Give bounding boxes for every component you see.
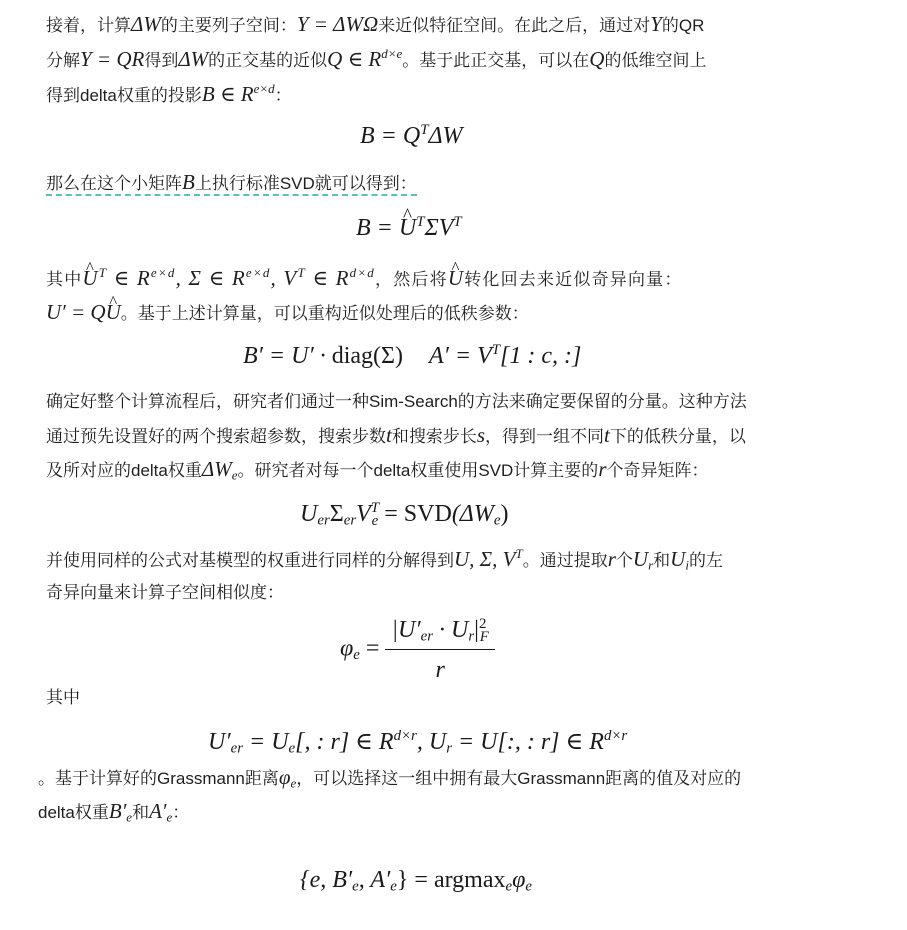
text: 。基于此正交基，可以在: [402, 51, 590, 70]
paragraph-line-5: [46, 264, 683, 294]
math-part: ∈ R: [305, 266, 350, 290]
math-part: =: [378, 501, 404, 527]
math-part: (ΔW: [451, 501, 494, 527]
math-part: U′: [208, 729, 231, 755]
paragraph-line-8: [46, 421, 746, 451]
text: 确定好整个计算流程后，研究者们通过一种Sim-Search的方法来确定要保留的分量。这种方法: [46, 392, 747, 411]
math-part: Σ: [329, 501, 344, 527]
math-subscript: e: [505, 878, 513, 895]
math-inline: ΔW: [178, 47, 209, 71]
text: 个奇异矩阵：: [606, 461, 709, 480]
math-part: =: [359, 635, 386, 662]
text: 。基于上述计算量，可以重构近似处理后的低秩参数：: [120, 304, 529, 323]
math-subscript: e: [231, 467, 238, 483]
math-inline: [454, 547, 523, 571]
math-superscript: 2: [478, 615, 487, 632]
math-inline: Y = ΔWΩ: [296, 12, 379, 36]
text: 和: [132, 803, 150, 822]
equation-3: [243, 340, 581, 372]
math-superscript: T: [370, 499, 380, 516]
math-superscript: T: [515, 545, 523, 561]
math-subscript: e: [493, 512, 501, 529]
math-inline: t: [604, 423, 610, 447]
math-hat: ^ U: [106, 298, 121, 326]
math-function: diag: [331, 343, 374, 369]
text: ：: [172, 803, 190, 822]
math-inline: [327, 47, 402, 71]
text: delta权重: [38, 803, 109, 822]
text: 的低维空间上: [604, 51, 707, 70]
math-superscript: e×d: [245, 264, 271, 280]
text: ：: [274, 86, 292, 105]
math-part: ΣV: [424, 215, 454, 241]
math-subscript: r: [648, 557, 654, 573]
math-superscript: T: [453, 213, 462, 230]
paragraph-line-14: [38, 797, 189, 827]
math-subscript: r: [446, 740, 452, 757]
math-part: B = Q: [360, 123, 421, 149]
math-subscript: e: [371, 512, 379, 529]
text: 其中: [46, 688, 80, 707]
math-subscript: e: [352, 878, 359, 895]
math-part: U: [670, 547, 686, 571]
math-part: B′: [108, 799, 127, 823]
math-inline: t: [386, 423, 392, 447]
math-part: [1 : c, :]: [500, 343, 582, 369]
math-part: U′ = Q: [46, 300, 106, 324]
math-superscript: e×d: [253, 80, 275, 96]
math-hat: ^ U: [399, 212, 416, 244]
math-part: V: [356, 501, 371, 527]
math-part: U: [632, 547, 649, 571]
text: 其中: [46, 270, 83, 289]
text: 来近似特征空间。在此之后，通过对: [378, 16, 651, 35]
math-inline: ΔW: [131, 12, 161, 36]
math-part: |U′: [391, 617, 421, 643]
paragraph-line-4: [46, 168, 417, 198]
math-inline: r: [598, 457, 607, 481]
math-subscript: e: [288, 740, 296, 757]
math-inline: r: [607, 547, 616, 571]
fraction: [385, 614, 494, 686]
math-inline: [149, 799, 172, 823]
math-inline: [202, 82, 275, 106]
paragraph-line-11: [46, 579, 284, 607]
math-part: (Σ): [373, 343, 403, 369]
math-subscript: er: [420, 628, 434, 645]
math-superscript: T: [98, 264, 108, 280]
paragraph-line-2: [46, 45, 706, 75]
math-subscript: F: [479, 628, 489, 645]
math-part: , A′: [358, 867, 391, 893]
text: 的主要列子空间：: [160, 16, 297, 35]
math-part: φ: [340, 635, 354, 662]
math-function: argmax: [433, 867, 506, 893]
paragraph-line-7: [46, 388, 747, 416]
fraction-denominator: [385, 650, 494, 686]
math-inline: B: [182, 170, 195, 194]
math-superscript: d×e: [381, 45, 403, 61]
text: 接着，计算: [46, 16, 131, 35]
math-part: = U: [243, 729, 289, 755]
math-part: ): [500, 501, 509, 527]
equation-4: [300, 498, 509, 530]
equation-2: [356, 212, 462, 244]
math-superscript: d×r: [393, 727, 417, 744]
math-part: φ: [278, 765, 291, 789]
math-part: U: [300, 501, 318, 527]
math-inline: s: [476, 423, 486, 447]
text: 转化回去来近似奇异向量：: [464, 270, 683, 289]
math-superscript: d×d: [349, 264, 376, 280]
text: 。基于计算好的Grassmann距离: [38, 769, 279, 788]
text: 的正交基的近似: [208, 51, 328, 70]
math-part: , U: [416, 729, 447, 755]
math-part: [, : r] ∈ R: [295, 729, 394, 755]
math-subscript: e: [390, 878, 397, 895]
text: 和: [653, 551, 671, 570]
math-subscript: e: [126, 809, 133, 825]
math-function: SVD: [403, 501, 452, 527]
math-part: B ∈ R: [201, 82, 254, 106]
math-superscript: T: [491, 341, 501, 358]
math-part: } =: [396, 867, 434, 893]
equation-1: [360, 120, 463, 152]
math-subscript: e: [353, 647, 360, 664]
text: 得到delta权重的投影: [46, 86, 202, 105]
math-superscript: d×r: [603, 727, 628, 744]
text: 奇异向量来计算子空间相似度：: [46, 583, 284, 602]
math-part: Q ∈ R: [327, 47, 382, 71]
math-hat: ^ U: [448, 264, 464, 292]
text: 通过预先设置好的两个搜索超参数，搜索步数: [46, 427, 386, 446]
paragraph-line-9: [46, 455, 709, 485]
math-part: B =: [356, 215, 399, 241]
underlined-sentence: [46, 170, 417, 196]
text: 下的低秩分量，以: [609, 427, 746, 446]
math-part: B′ = U′ ·: [243, 343, 332, 369]
math-part: ΔW: [428, 123, 463, 149]
text: 得到: [144, 51, 179, 70]
text: 。研究者对每一个delta权重使用SVD计算主要的: [237, 461, 599, 480]
math-part: ΔW: [201, 457, 232, 481]
math-part: = U[:, : r] ∈ R: [451, 729, 604, 755]
text: ，可以选择这一组中拥有最大Grassmann距离的值及对应的: [296, 769, 742, 788]
math-subscript: e: [525, 878, 532, 895]
math-inline: [82, 266, 375, 290]
math-part: ∈ R: [107, 266, 151, 290]
math-part: · U: [433, 617, 469, 643]
paragraph-line-6: [46, 298, 529, 328]
math-subscript: er: [230, 740, 243, 757]
math-part: r: [435, 657, 445, 683]
equation-7: [300, 864, 532, 896]
text: 。通过提取: [522, 551, 608, 570]
math-inline: [633, 547, 653, 571]
math-subscript: r: [468, 628, 475, 645]
math-part: A′ = V: [428, 343, 492, 369]
text: 及所对应的delta权重: [46, 461, 202, 480]
paragraph-line-3: [46, 80, 292, 110]
math-part: φ: [512, 867, 526, 893]
math-inline: Y = QR: [80, 47, 145, 71]
math-superscript: T: [297, 264, 306, 280]
math-hat: ^ U: [82, 264, 98, 292]
text: 个: [615, 551, 633, 570]
paragraph-line-1: [46, 10, 704, 40]
equation-5: [340, 614, 495, 686]
text: 上执行标准SVD就可以得到：: [194, 174, 417, 193]
paragraph-line-13: [38, 763, 741, 793]
math-part: , Σ ∈ R: [175, 266, 246, 290]
math-subscript: er: [343, 512, 357, 529]
math-part: |: [474, 617, 479, 643]
math-inline: [670, 547, 689, 571]
text: ，然后将: [375, 270, 448, 289]
math-subscript: i: [685, 557, 689, 573]
math-subscript: e: [166, 809, 173, 825]
math-superscript: e×d: [150, 264, 176, 280]
math-part: {e, B′: [300, 867, 353, 893]
math-inline: Y: [650, 12, 662, 36]
math-part: A′: [149, 799, 167, 823]
text: ，得到一组不同: [485, 427, 605, 446]
text: 并使用同样的公式对基模型的权重进行同样的分解得到: [46, 551, 454, 570]
math-subscript: e: [290, 775, 297, 791]
math-superscript: T: [416, 213, 425, 230]
text: 和搜索步长: [391, 427, 477, 446]
math-part: , V: [270, 266, 298, 290]
math-subscript: er: [317, 512, 330, 529]
paragraph-line-12: [46, 684, 80, 712]
math-superscript: T: [420, 121, 429, 138]
text: 的QR: [661, 16, 705, 35]
text: 那么在这个小矩阵: [46, 174, 182, 193]
math-inline: [202, 457, 238, 481]
paragraph-line-10: [46, 545, 723, 575]
math-inline: [279, 765, 296, 789]
math-part: U, Σ, V: [454, 547, 516, 571]
equation-6: [208, 726, 627, 758]
text: 分解: [46, 51, 80, 70]
text: 的左: [688, 551, 723, 570]
math-inline: [46, 300, 121, 324]
math-inline: Q: [589, 47, 605, 71]
math-inline: [109, 799, 132, 823]
fraction-numerator: [385, 614, 494, 650]
